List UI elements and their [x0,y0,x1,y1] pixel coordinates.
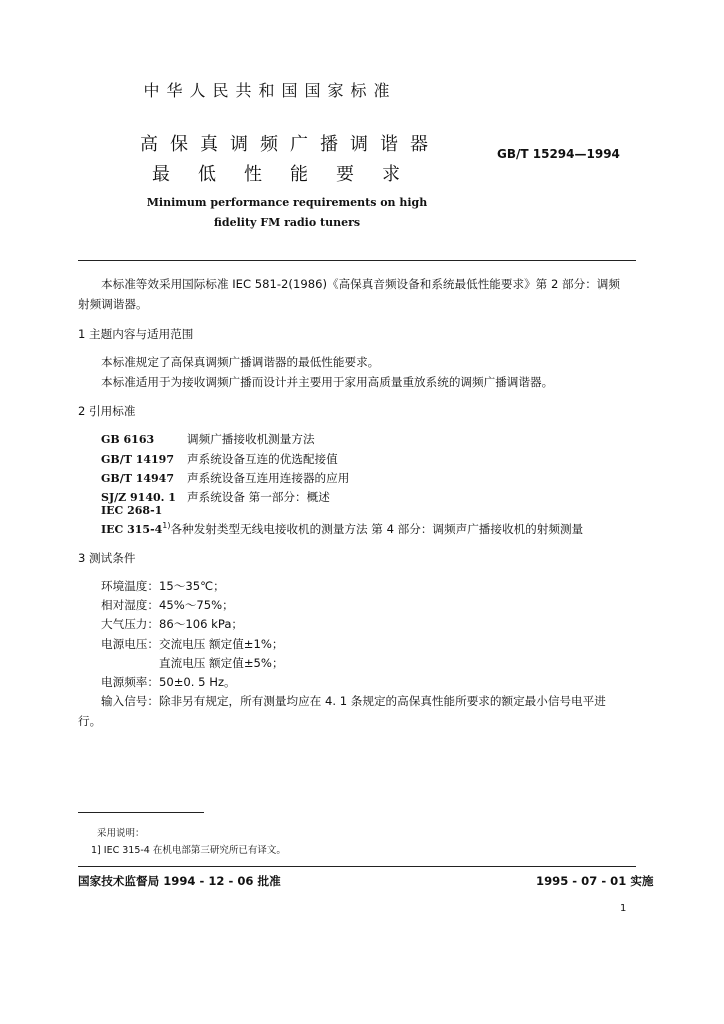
reference-code: SJ/Z 9140. 1 [101,491,176,504]
reference-code: GB/T 14947 [101,472,174,485]
section1-para1: 本标准规定了高保真调频广播调谐器的最低性能要求。 [101,355,380,369]
condition-frequency: 电源频率：50±0. 5 Hz。 [101,675,236,689]
condition-pressure: 大气压力：86～106 kPa； [101,617,244,631]
input-signal-line2: 行。 [78,714,102,728]
footnote-text: 1] IEC 315-4 在机电部第三研究所已有译文。 [91,845,286,856]
footer-divider [78,866,636,867]
condition-temperature: 环境温度：15～35℃； [101,579,225,593]
section1-para2: 本标准适用于为接收调频广播而设计并主要用于家用高质量重放系统的调频广播调谐器。 [101,375,554,389]
intro-line2: 射频调谐器。 [78,297,148,311]
reference-title: 调频广播接收机测量方法 [187,432,315,446]
english-title-line2: fidelity FM radio tuners [213,216,361,229]
approval-date: 国家技术监督局 1994 - 12 - 06 批准 [78,874,281,888]
section3-heading: 3 测试条件 [78,551,136,565]
document-title-line1: 高保真调频广播调谐器 [140,134,440,155]
reference-title: 各种发射类型无线电接收机的测量方法 第 4 部分：调频声广播接收机的射频测量 [170,522,584,536]
implementation-date: 1995 - 07 - 01 实施 [536,874,654,888]
reference-item [101,503,187,517]
condition-voltage-dc: 直流电压 额定值±5%； [159,656,284,670]
reference-code: GB 6163 [101,433,155,446]
reference-code: GB/T 14197 [101,453,174,466]
footnote-marker: 1) [162,521,171,531]
english-title-line1: Minimum performance requirements on high [146,196,428,209]
page-number: 1 [620,903,627,914]
condition-voltage-ac: 电源电压：交流电压 额定值±1%； [101,637,284,651]
reference-title: 声系统设备互连的优选配接值 [187,452,338,466]
national-standard-heading: 中华人民共和国国家标准 [143,81,397,100]
reference-item [101,451,338,467]
intro-line1: 本标准等效采用国际标准 IEC 581-2(1986)《高保真音频设备和系统最低性能要求》第 2 部分：调频 [101,277,620,291]
footnote-divider [78,812,204,813]
condition-humidity: 相对湿度：45%～75%； [101,598,234,612]
input-signal-line1: 输入信号：除非另有规定，所有测量均应在 4. 1 条规定的高保真性能所要求的额定最小信号电平进 [101,694,606,708]
footnote-label: 采用说明： [97,828,145,839]
reference-code: IEC 268-1 [101,504,163,517]
reference-title: 声系统设备互连用连接器的应用 [187,471,350,485]
header-divider [78,260,636,261]
reference-item [101,470,349,486]
standard-code: GB/T 15294—1994 [497,147,620,161]
reference-code: IEC 315-4 [101,523,163,536]
reference-title: 声系统设备 第一部分：概述 [187,490,330,504]
document-title-line2: 最低性能要求 [152,164,428,185]
section1-heading: 1 主题内容与适用范围 [78,327,194,341]
section2-heading: 2 引用标准 [78,404,136,418]
reference-item [101,431,315,447]
reference-item [101,521,583,537]
